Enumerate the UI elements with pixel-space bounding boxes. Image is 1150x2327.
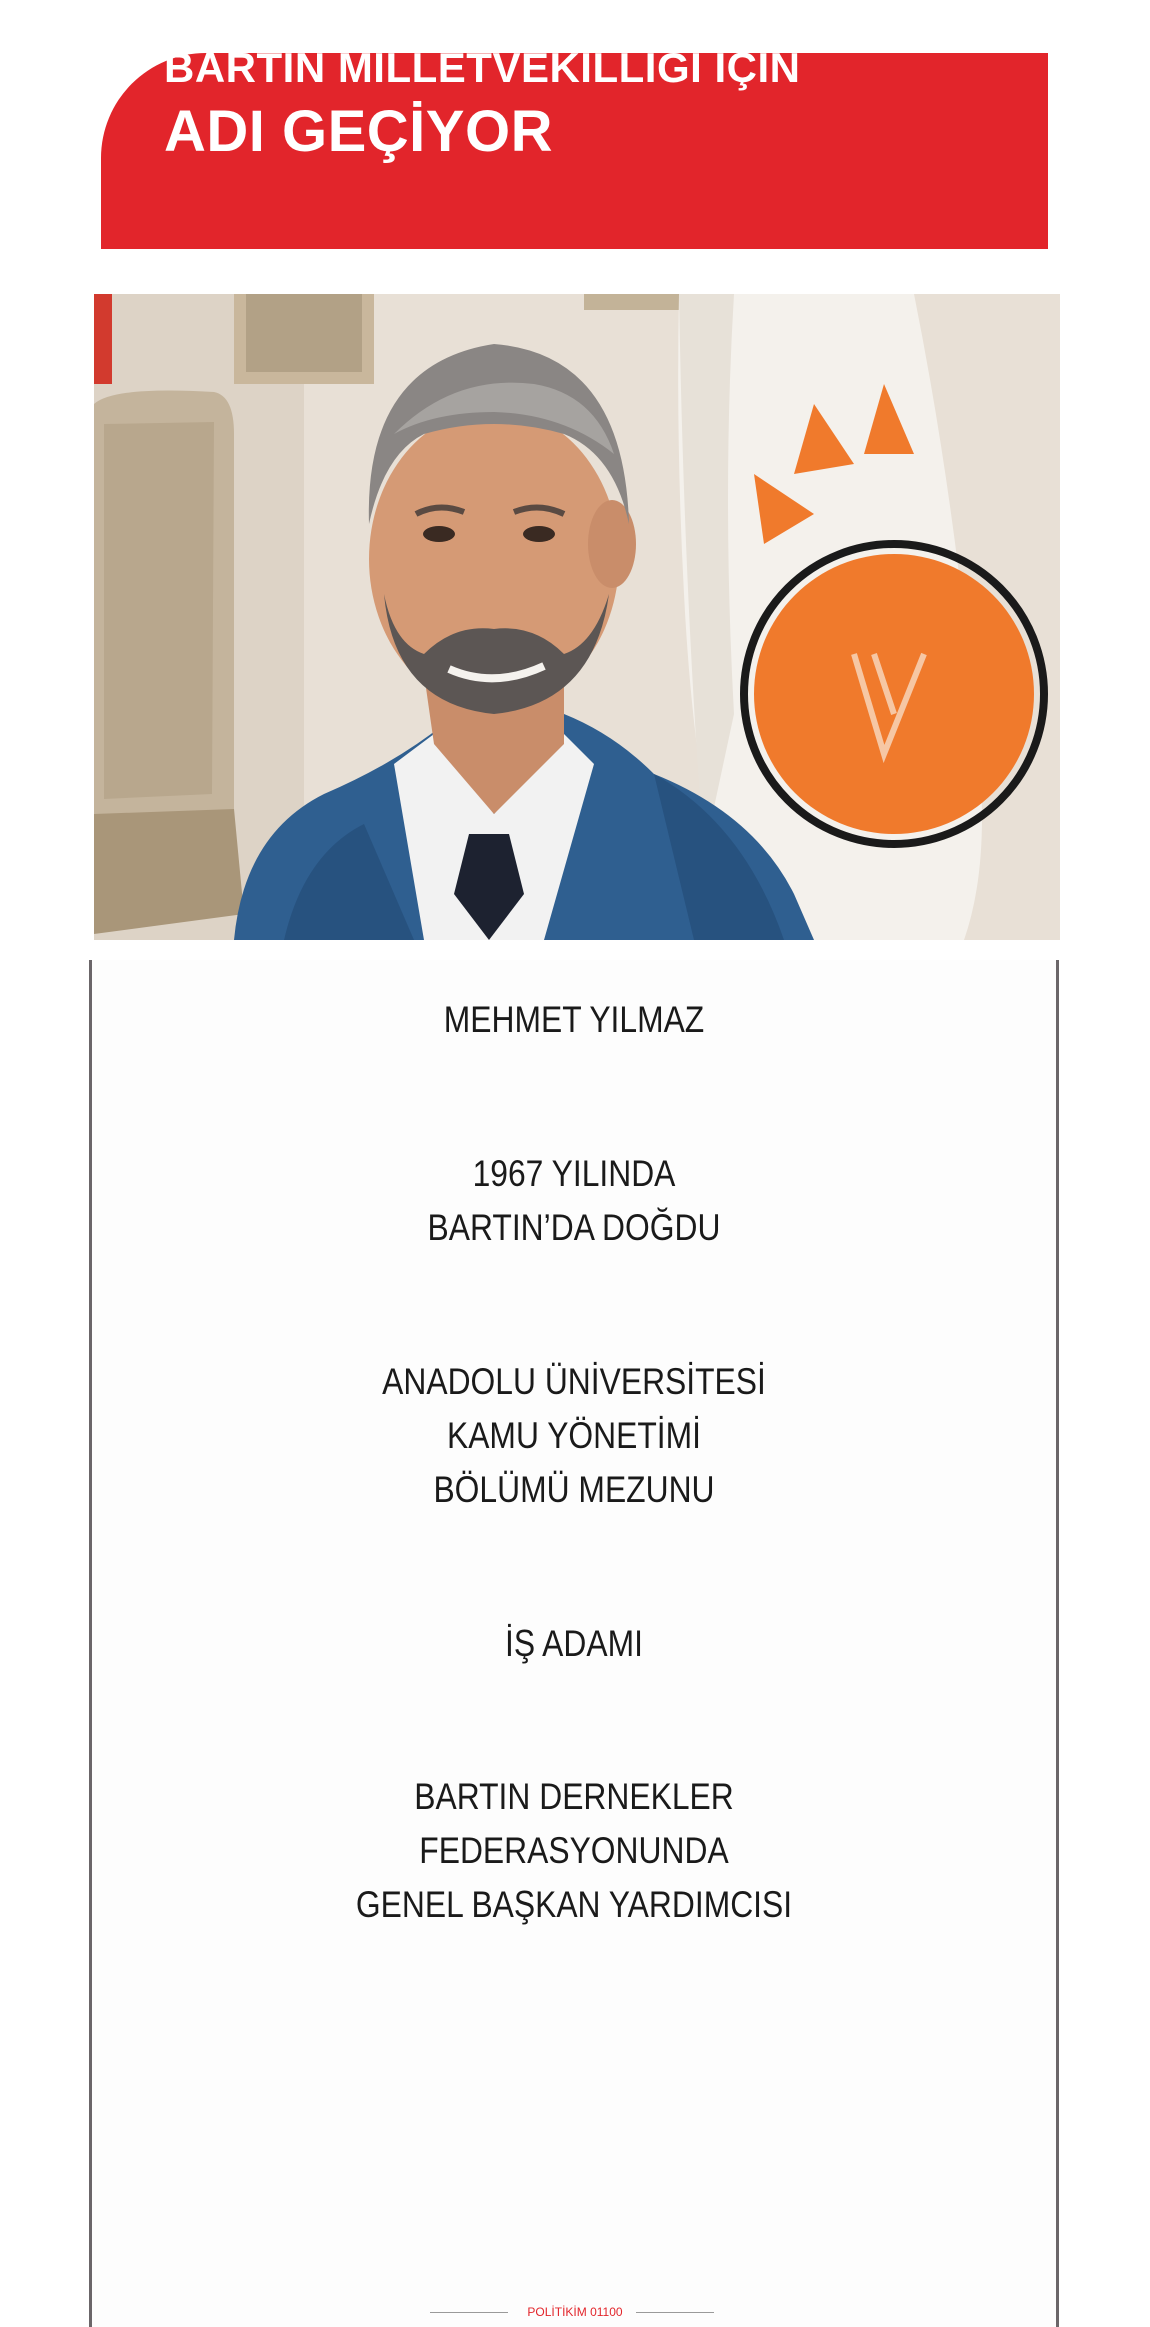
bio-position-line: FEDERASYONUNDA [419,1830,729,1871]
banner-headline: BARTIN MİLLETVEKİLLİĞİ İÇİN [164,44,801,91]
bio-birth-line: 1967 YILINDA [472,1153,676,1194]
bio-occupation [92,1617,1056,1671]
bio-education-line: BÖLÜMÜ MEZUNU [433,1469,715,1510]
footer-label: POLİTİKİM 01100 [527,2305,623,2319]
bio-position [92,1770,1056,1932]
bio-occupation-text: İŞ ADAMI [505,1623,643,1664]
bio-education-line: KAMU YÖNETİMİ [446,1415,701,1456]
bio-education [92,1355,1056,1517]
banner-subheadline: ADI GEÇİYOR [164,99,553,164]
right-border-rule [1056,960,1059,2327]
bio-birth [92,1147,1056,1255]
bio-birth-line: BARTIN’DA DOĞDU [427,1207,721,1248]
portrait-photo [94,294,1060,940]
bio-position-line: GENEL BAŞKAN YARDIMCISI [355,1884,793,1925]
bio-name [92,993,1056,1047]
bio-position-line: BARTIN DERNEKLER [414,1776,734,1817]
bio-name-text: MEHMET YILMAZ [443,999,705,1040]
footer [0,2304,1150,2320]
bio-education-line: ANADOLU ÜNİVERSİTESİ [382,1361,766,1402]
